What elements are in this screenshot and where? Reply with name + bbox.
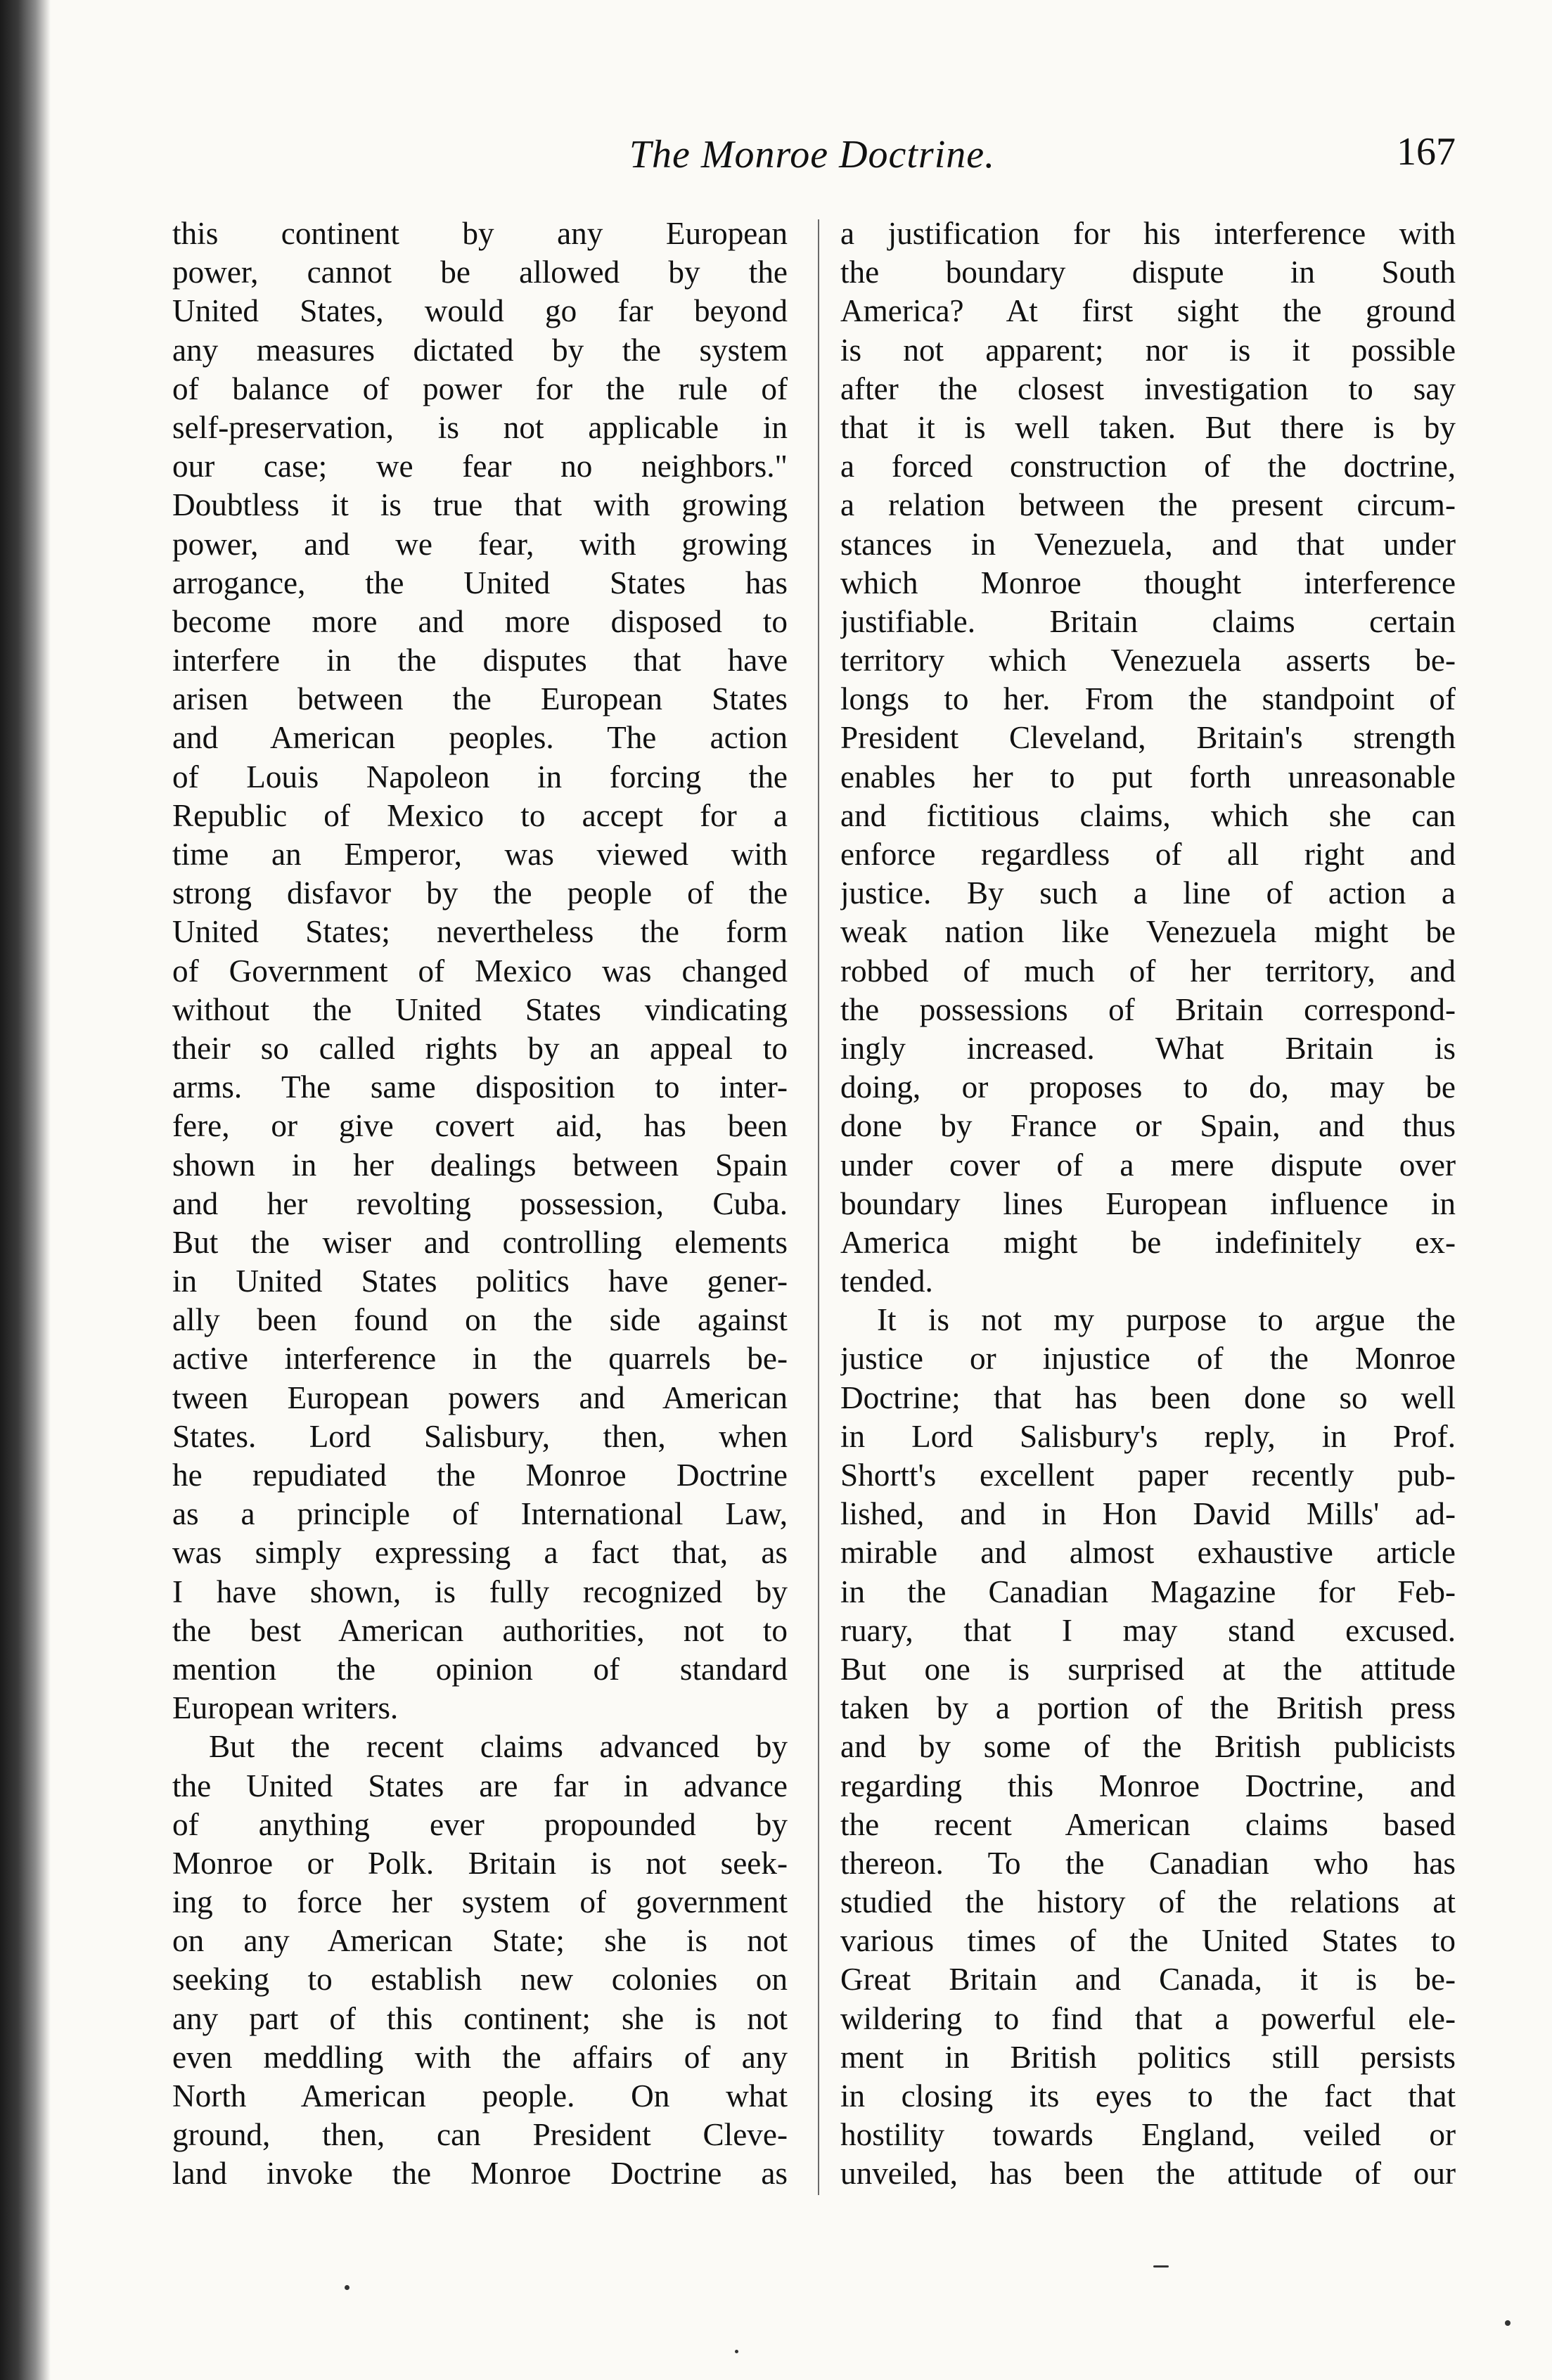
running-title: The Monroe Doctrine. bbox=[629, 133, 996, 176]
text-line: a forced construction of the doctrine, bbox=[840, 449, 1456, 484]
text-line: ground, then, can President Cleve- bbox=[172, 2117, 788, 2153]
text-line: on any American State; she is not bbox=[172, 1923, 788, 1959]
text-line: self-preservation, is not applicable in bbox=[172, 409, 788, 445]
text-line: a justification for his interference with bbox=[840, 216, 1456, 251]
running-head bbox=[169, 120, 1456, 183]
text-line: was simply expressing a fact that, as bbox=[172, 1535, 788, 1571]
text-line: boundary lines European influence in bbox=[840, 1185, 1456, 1221]
text-line: studied the history of the relations at bbox=[840, 1884, 1456, 1920]
specks bbox=[735, 2350, 738, 2353]
right-column bbox=[840, 214, 1456, 2194]
text-line: our case; we fear no neighbors." bbox=[172, 449, 788, 484]
text-line: under cover of a mere dispute over bbox=[840, 1147, 1456, 1183]
text-line: the boundary dispute in South bbox=[840, 255, 1456, 290]
text-line: weak nation like Venezuela might be bbox=[840, 914, 1456, 950]
text-line: tween European powers and American bbox=[172, 1379, 788, 1415]
specks bbox=[345, 2285, 349, 2290]
text-line: doing, or proposes to do, may be bbox=[840, 1069, 1456, 1105]
text-line: America? At first sight the ground bbox=[840, 293, 1456, 329]
text-line: in Lord Salisbury's reply, in Prof. bbox=[840, 1418, 1456, 1454]
text-line: the United States are far in advance bbox=[172, 1768, 788, 1803]
text-line: lished, and in Hon David Mills' ad- bbox=[840, 1496, 1456, 1532]
text-line: seeking to establish new colonies on bbox=[172, 1962, 788, 1998]
text-line: interfere in the disputes that have bbox=[172, 643, 788, 678]
text-line: time an Emperor, was viewed with bbox=[172, 837, 788, 872]
text-line: ment in British politics still persists bbox=[840, 2039, 1456, 2075]
text-line: shown in her dealings between Spain bbox=[172, 1147, 788, 1183]
text-line: unveiled, has been the attitude of our bbox=[840, 2156, 1456, 2192]
text-line: Republic of Mexico to accept for a bbox=[172, 797, 788, 833]
text-line: ing to force her system of government bbox=[172, 1884, 788, 1920]
text-line: power, cannot be allowed by the bbox=[172, 255, 788, 290]
text-line: It is not my purpose to argue the bbox=[877, 1302, 1456, 1338]
text-line: any measures dictated by the system bbox=[172, 332, 788, 368]
text-line: President Cleveland, Britain's strength bbox=[840, 720, 1456, 756]
text-line: thereon. To the Canadian who has bbox=[840, 1845, 1456, 1881]
text-line: tended. bbox=[840, 1263, 933, 1299]
text-line: the recent American claims based bbox=[840, 1806, 1456, 1842]
text-line: America might be indefinitely ex- bbox=[840, 1224, 1456, 1260]
text-line: of Government of Mexico was changed bbox=[172, 953, 788, 989]
text-line: the possessions of Britain correspond- bbox=[840, 991, 1456, 1027]
text-line: Great Britain and Canada, it is be- bbox=[840, 1962, 1456, 1998]
text-line: fere, or give covert aid, has been bbox=[172, 1108, 788, 1144]
text-line: that it is well taken. But there is by bbox=[840, 409, 1456, 445]
specks bbox=[1153, 2265, 1169, 2268]
text-line: ally been found on the side against bbox=[172, 1302, 788, 1338]
text-line: and American peoples. The action bbox=[172, 720, 788, 756]
left-column bbox=[172, 214, 788, 2194]
text-line: done by France or Spain, and thus bbox=[840, 1108, 1456, 1144]
text-line: this continent by any European bbox=[172, 216, 788, 251]
text-line: even meddling with the affairs of any bbox=[172, 2039, 788, 2075]
text-line: longs to her. From the standpoint of bbox=[840, 681, 1456, 717]
text-line: any part of this continent; she is not bbox=[172, 2000, 788, 2036]
column-rule bbox=[818, 219, 819, 2195]
text-line: without the United States vindicating bbox=[172, 991, 788, 1027]
page-number: 167 bbox=[1397, 130, 1456, 174]
text-line: But the wiser and controlling elements bbox=[172, 1224, 788, 1260]
text-line: in the Canadian Magazine for Feb- bbox=[840, 1574, 1456, 1609]
text-line: strong disfavor by the people of the bbox=[172, 875, 788, 911]
text-line: United States; nevertheless the form bbox=[172, 914, 788, 950]
text-line: territory which Venezuela asserts be- bbox=[840, 643, 1456, 678]
text-line: various times of the United States to bbox=[840, 1923, 1456, 1959]
text-line: mention the opinion of standard bbox=[172, 1651, 788, 1687]
text-line: and her revolting possession, Cuba. bbox=[172, 1185, 788, 1221]
text-line: justice. By such a line of action a bbox=[840, 875, 1456, 911]
text-line: United States, would go far beyond bbox=[172, 293, 788, 329]
text-line: after the closest investigation to say bbox=[840, 371, 1456, 406]
binding-edge bbox=[0, 0, 51, 2380]
text-line: their so called rights by an appeal to bbox=[172, 1030, 788, 1066]
text-line: land invoke the Monroe Doctrine as bbox=[172, 2156, 788, 2192]
text-line: of Louis Napoleon in forcing the bbox=[172, 759, 788, 795]
text-line: ingly increased. What Britain is bbox=[840, 1030, 1456, 1066]
text-line: ruary, that I may stand excused. bbox=[840, 1612, 1456, 1648]
text-line: Shortt's excellent paper recently pub- bbox=[840, 1458, 1456, 1493]
text-line: in closing its eyes to the fact that bbox=[840, 2078, 1456, 2114]
text-line: I have shown, is fully recognized by bbox=[172, 1574, 788, 1609]
text-line: Monroe or Polk. Britain is not seek- bbox=[172, 1845, 788, 1881]
text-line: regarding this Monroe Doctrine, and bbox=[840, 1768, 1456, 1803]
text-line: the best American authorities, not to bbox=[172, 1612, 788, 1648]
text-line: justice or injustice of the Monroe bbox=[840, 1341, 1456, 1377]
text-line: arms. The same disposition to inter- bbox=[172, 1069, 788, 1105]
text-line: power, and we fear, with growing bbox=[172, 526, 788, 562]
text-line: enforce regardless of all right and bbox=[840, 837, 1456, 872]
text-line: robbed of much of her territory, and bbox=[840, 953, 1456, 989]
text-line: as a principle of International Law, bbox=[172, 1496, 788, 1532]
text-line: and fictitious claims, which she can bbox=[840, 797, 1456, 833]
text-line: active interference in the quarrels be- bbox=[172, 1341, 788, 1377]
text-line: become more and more disposed to bbox=[172, 603, 788, 639]
text-line: which Monroe thought interference bbox=[840, 565, 1456, 600]
text-line: and by some of the British publicists bbox=[840, 1729, 1456, 1765]
text-line: North American people. On what bbox=[172, 2078, 788, 2114]
text-line: he repudiated the Monroe Doctrine bbox=[172, 1458, 788, 1493]
text-line: Doctrine; that has been done so well bbox=[840, 1379, 1456, 1415]
text-line: But one is surprised at the attitude bbox=[840, 1651, 1456, 1687]
text-line: of balance of power for the rule of bbox=[172, 371, 788, 406]
text-line: Doubtless it is true that with growing bbox=[172, 487, 788, 523]
text-line: enables her to put forth unreasonable bbox=[840, 759, 1456, 795]
text-line: wildering to find that a powerful ele- bbox=[840, 2000, 1456, 2036]
text-line: European writers. bbox=[172, 1690, 399, 1726]
text-line: arisen between the European States bbox=[172, 681, 788, 717]
text-line: hostility towards England, veiled or bbox=[840, 2117, 1456, 2153]
text-line: States. Lord Salisbury, then, when bbox=[172, 1418, 788, 1454]
text-line: of anything ever propounded by bbox=[172, 1806, 788, 1842]
text-line: taken by a portion of the British press bbox=[840, 1690, 1456, 1726]
text-line: mirable and almost exhaustive article bbox=[840, 1535, 1456, 1571]
text-line: justifiable. Britain claims certain bbox=[840, 603, 1456, 639]
text-line: arrogance, the United States has bbox=[172, 565, 788, 600]
text-line: is not apparent; nor is it possible bbox=[840, 332, 1456, 368]
text-line: in United States politics have gener- bbox=[172, 1263, 788, 1299]
specks bbox=[1505, 2320, 1511, 2326]
text-line: a relation between the present circum- bbox=[840, 487, 1456, 523]
text-line: But the recent claims advanced by bbox=[209, 1729, 788, 1765]
text-line: stances in Venezuela, and that under bbox=[840, 526, 1456, 562]
